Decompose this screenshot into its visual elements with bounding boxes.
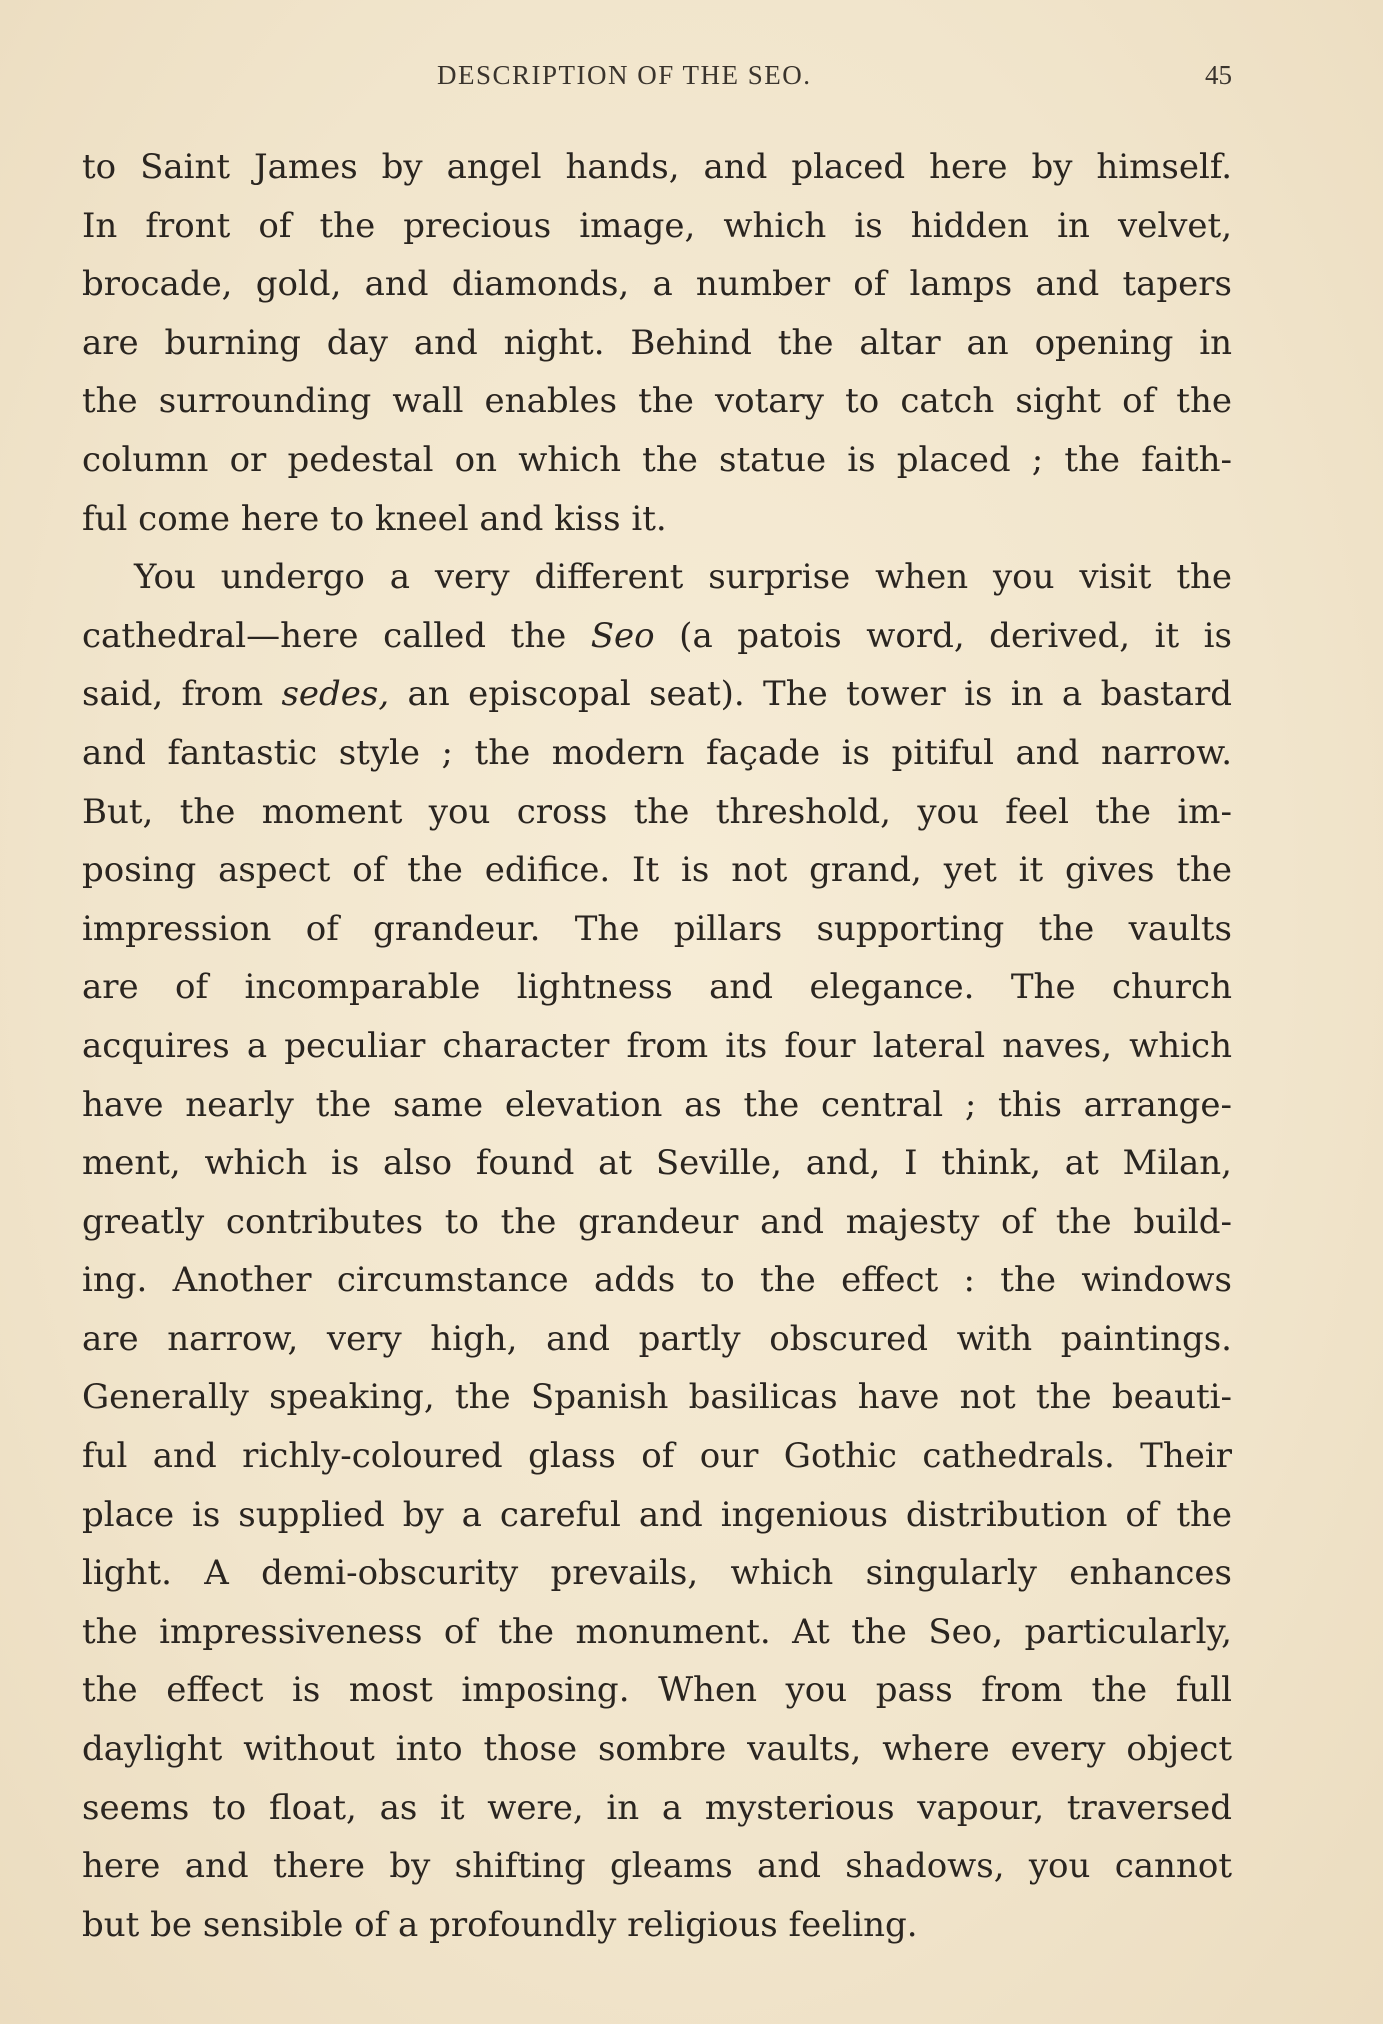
text-line: acquires a peculiar character from its four lateral naves, which	[82, 1025, 1232, 1066]
text-line: ing. Another circumstance adds to the effect : the windows	[82, 1260, 1232, 1301]
text-segment: cathedral—here called the	[82, 615, 591, 656]
text-line: posing aspect of the edifice. It is not grand, yet it gives the	[82, 850, 1232, 891]
text-line: ful and richly-coloured glass of our Gothic cathedrals. Their	[82, 1436, 1232, 1477]
text-line: ment, which is also found at Seville, and, I think, at Milan,	[82, 1143, 1232, 1184]
text-segment: said, from	[82, 674, 282, 715]
text-line: the effect is most imposing. When you pass from the full	[82, 1670, 1232, 1711]
text-line: here and there by shifting gleams and shadows, you cannot	[82, 1846, 1232, 1887]
text-line: place is supplied by a careful and ingenious distribution of the	[82, 1494, 1232, 1535]
text-line: the impressiveness of the monument. At the Seo, particularly,	[82, 1611, 1232, 1652]
text-line: to Saint James by angel hands, and placed here by himself.	[82, 147, 1232, 187]
text-line: brocade, gold, and diamonds, a number of lamps and tapers	[82, 264, 1232, 305]
text-segment: (a patois word, derived, it is	[654, 615, 1233, 656]
text-line: impression of grandeur. The pillars supporting the vaults	[82, 908, 1232, 949]
text-line: column or pedestal on which the statue is placed ; the faith-	[82, 439, 1232, 480]
text-line: Generally speaking, the Spanish basilicas have not the beauti-	[82, 1377, 1232, 1418]
text-line: greatly contributes to the grandeur and majesty of the build-	[82, 1201, 1232, 1242]
text-line: and fantastic style ; the modern façade is pitiful and narrow.	[82, 732, 1232, 773]
text-line: ful come here to kneel and kiss it.	[82, 498, 667, 539]
text-line	[82, 607, 1232, 666]
text-line: light. A demi-obscurity prevails, which singularly enhances	[82, 1553, 1232, 1594]
text-line: are burning day and night. Behind the altar an opening in	[82, 322, 1232, 363]
body-text	[82, 138, 1232, 1954]
text-line: are narrow, very high, and partly obscured with paintings.	[82, 1318, 1232, 1359]
text-line: but be sensible of a profoundly religious feeling.	[82, 1904, 918, 1945]
text-line: have nearly the same elevation as the central ; this arrange-	[82, 1084, 1232, 1125]
text-line: are of incomparable lightness and elegance. The church	[82, 967, 1232, 1008]
italic-term: sedes,	[281, 674, 390, 715]
running-head	[82, 60, 1232, 96]
chapter-title: DESCRIPTION OF THE SEO.	[437, 60, 812, 90]
text-line	[82, 665, 1232, 724]
text-segment: an episcopal seat). The tower is in a bastard	[389, 674, 1233, 715]
page-number: 45	[1205, 60, 1232, 90]
italic-term: Seo	[590, 615, 655, 656]
text-line: You undergo a very different surprise when you visit the	[134, 557, 1232, 598]
text-line: daylight without into those sombre vaults, where every object	[82, 1729, 1232, 1770]
text-line: the surrounding wall enables the votary to catch sight of the	[82, 381, 1232, 422]
text-line: But, the moment you cross the threshold, you feel the im-	[82, 791, 1232, 832]
text-line: seems to float, as it were, in a mysterious vapour, traversed	[82, 1787, 1232, 1828]
text-line: In front of the precious image, which is hidden in velvet,	[82, 205, 1232, 246]
